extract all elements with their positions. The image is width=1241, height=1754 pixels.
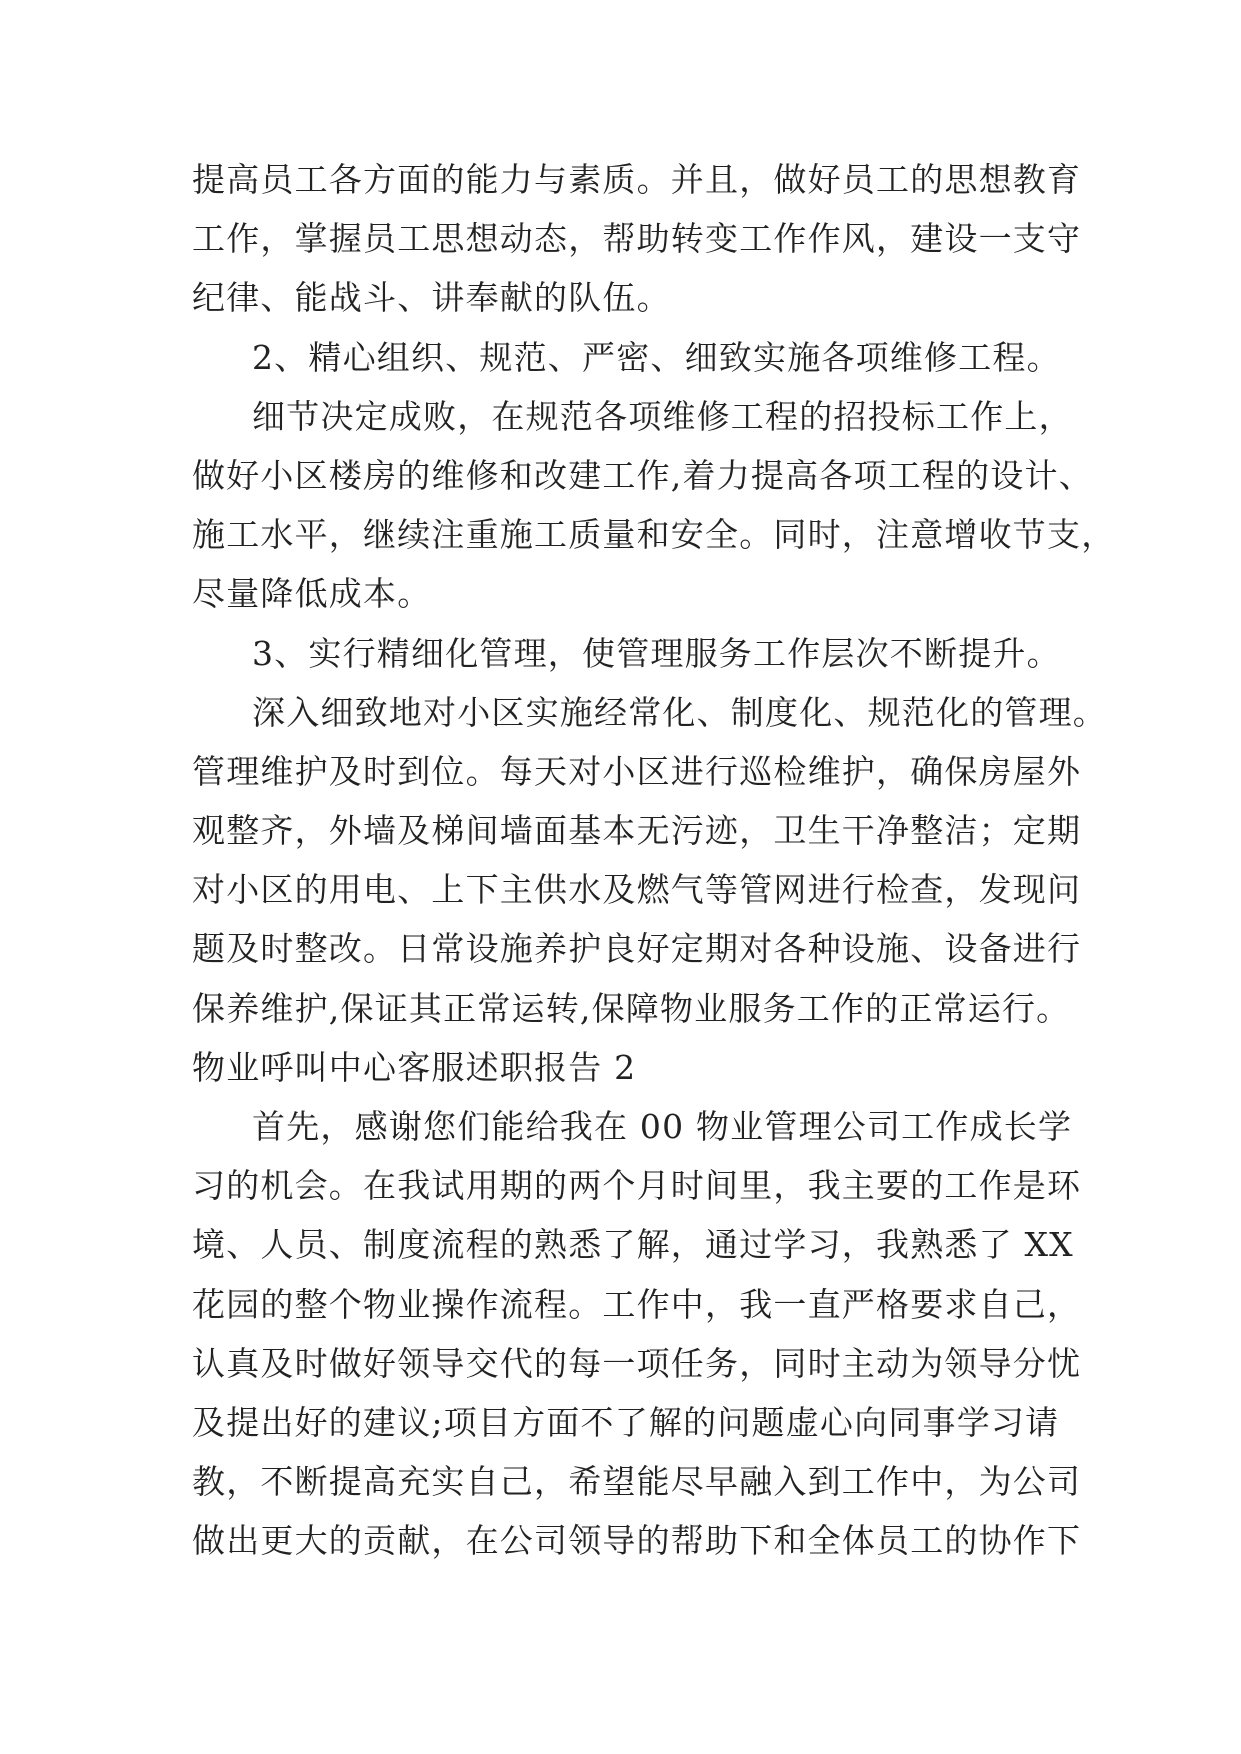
document-body bbox=[192, 150, 1116, 1571]
text-line: 尽量降低成本。 bbox=[192, 574, 432, 614]
text-line: 及提出好的建议;项目方面不了解的问题虚心向同事学习请 bbox=[192, 1402, 1060, 1442]
text-line: 教，不断提高充实自己，希望能尽早融入到工作中，为公司 bbox=[192, 1462, 1082, 1502]
text-line: 观整齐，外墙及梯间墙面基本无污迹，卫生干净整洁；定期 bbox=[192, 811, 1082, 851]
text-line: 纪律、能战斗、讲奉献的队伍。 bbox=[192, 278, 671, 318]
section-heading-2: 2、精心组织、规范、严密、细致实施各项维修工程。 bbox=[252, 337, 1061, 377]
text-line: 施工水平，继续注重施工质量和安全。同时，注意增收节支， bbox=[192, 515, 1116, 555]
text-line: 提高员工各方面的能力与素质。并且，做好员工的思想教育 bbox=[192, 160, 1082, 199]
text-line: 做出更大的贡献，在公司领导的帮助下和全体员工的协作下 bbox=[192, 1521, 1082, 1561]
text-line: 花园的整个物业操作流程。工作中，我一直严格要求自己， bbox=[192, 1284, 1082, 1324]
text-line: 习的机会。在我试用期的两个月时间里，我主要的工作是环 bbox=[192, 1166, 1082, 1206]
text-line: 认真及时做好领导交代的每一项任务，同时主动为领导分忧 bbox=[192, 1343, 1082, 1383]
section-heading-3: 3、实行精细化管理，使管理服务工作层次不断提升。 bbox=[252, 633, 1061, 673]
text-line: 工作，掌握员工思想动态，帮助转变工作作风，建设一支守 bbox=[192, 219, 1082, 259]
text-line: 境、人员、制度流程的熟悉了解，通过学习，我熟悉了 XX bbox=[192, 1225, 1074, 1265]
text-line: 细节决定成败，在规范各项维修工程的招投标工作上， bbox=[252, 396, 1073, 436]
text-line: 对小区的用电、上下主供水及燃气等管网进行检查，发现问 bbox=[192, 870, 1082, 910]
text-line: 做好小区楼房的维修和改建工作,着力提高各项工程的设计、 bbox=[192, 455, 1093, 495]
text-line: 管理维护及时到位。每天对小区进行巡检维护，确保房屋外 bbox=[192, 751, 1082, 791]
text-line: 深入细致地对小区实施经常化、制度化、规范化的管理。 bbox=[252, 692, 1107, 732]
report-title: 物业呼叫中心客服述职报告 2 bbox=[192, 1047, 637, 1087]
text-line: 保养维护,保证其正常运转,保障物业服务工作的正常运行。 bbox=[192, 988, 1071, 1028]
text-line: 题及时整改。日常设施养护良好定期对各种设施、设备进行 bbox=[192, 929, 1082, 969]
text-line: 首先，感谢您们能给我在 00 物业管理公司工作成长学 bbox=[252, 1107, 1073, 1146]
